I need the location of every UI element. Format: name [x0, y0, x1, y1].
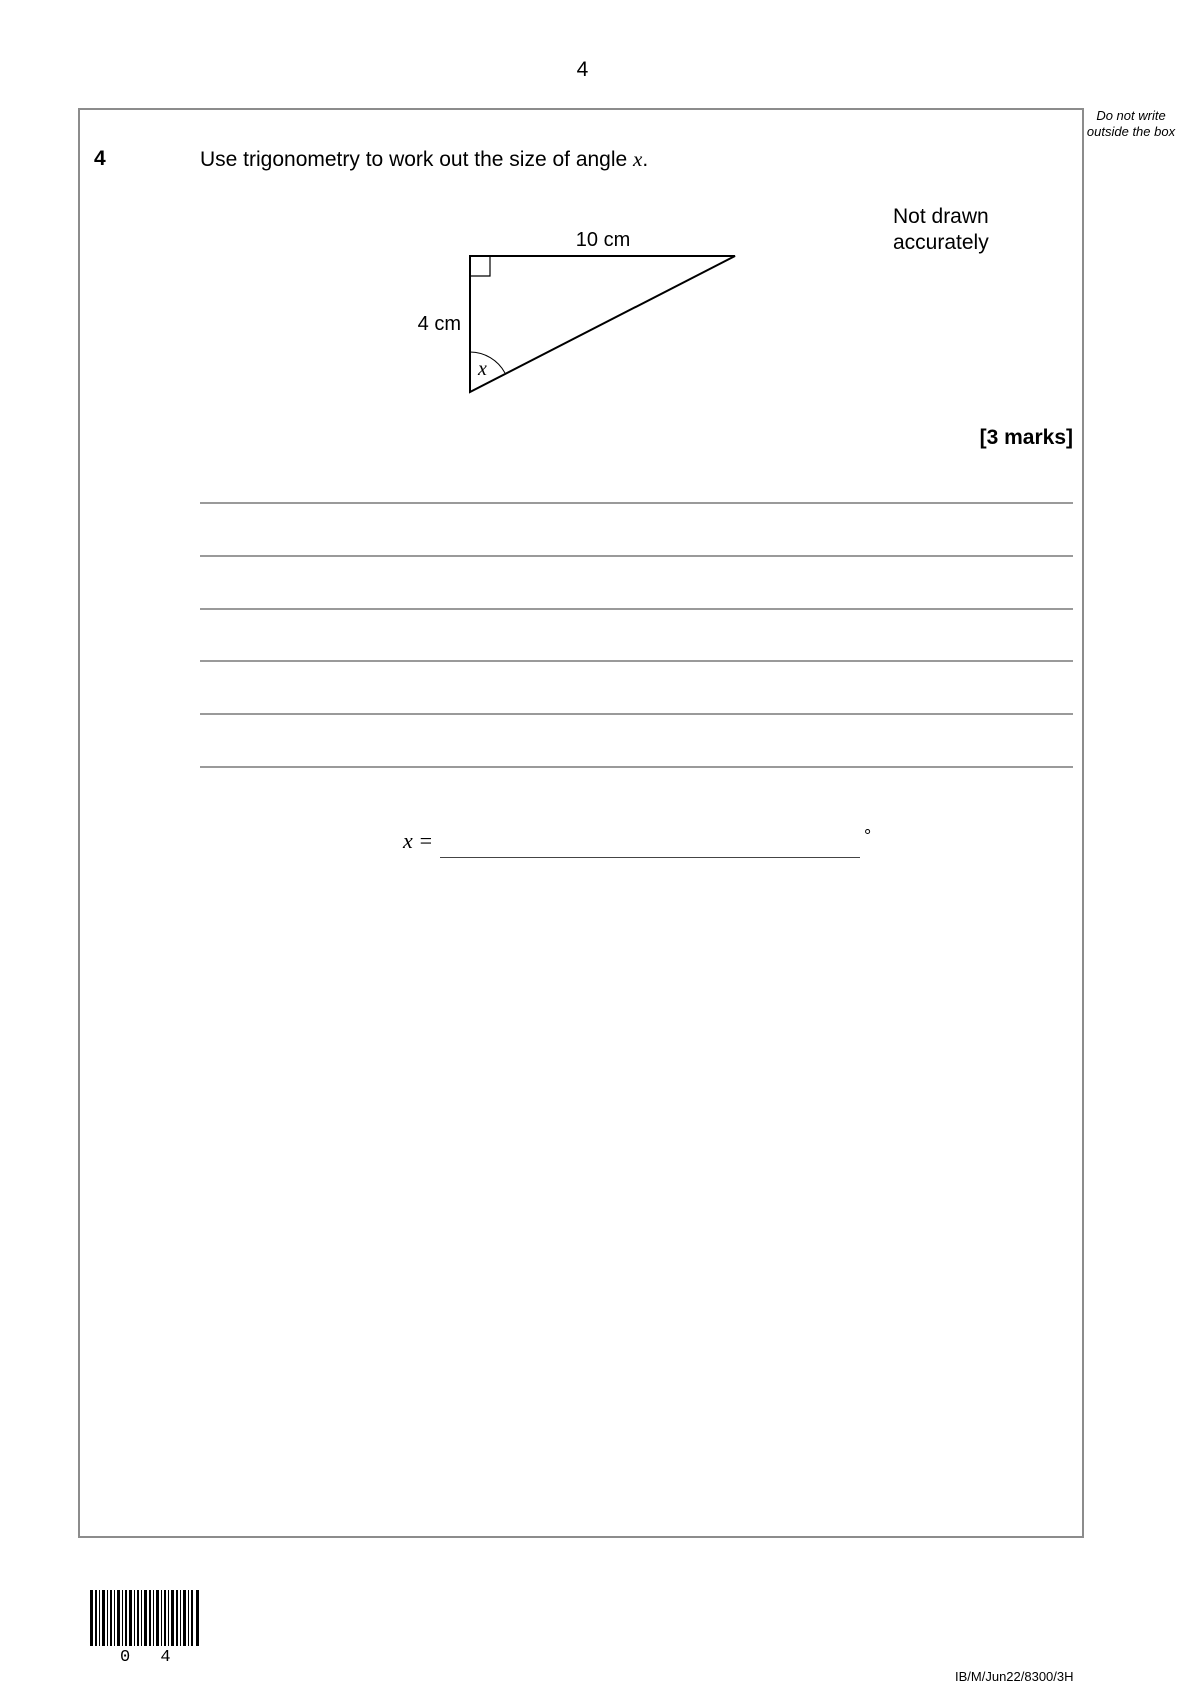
- note-line-2: accurately: [893, 231, 989, 254]
- question-text-end: .: [642, 148, 649, 171]
- question-text-start: Use trigonometry to work out the size of angle: [200, 148, 634, 171]
- answer-box-frame: [78, 108, 1084, 1538]
- footer-code: IB/M/Jun22/8300/3H: [955, 1669, 1074, 1684]
- marks-label: [3 marks]: [979, 426, 1073, 449]
- working-line[interactable]: [200, 660, 1073, 662]
- page-number: 4: [576, 58, 589, 81]
- note-line-1: Not drawn: [893, 205, 989, 228]
- barcode-digits: 0 4: [120, 1648, 181, 1667]
- working-line[interactable]: [200, 608, 1073, 610]
- answer-input-line[interactable]: [440, 857, 860, 858]
- working-line[interactable]: [200, 555, 1073, 557]
- angle-label: x: [478, 358, 487, 380]
- left-side-label: 4 cm: [417, 313, 461, 335]
- not-drawn-accurately-note: [893, 204, 989, 256]
- working-line[interactable]: [200, 766, 1073, 768]
- question-number: 4: [94, 147, 106, 170]
- working-line[interactable]: [200, 713, 1073, 715]
- margin-note: Do not write outside the box: [1086, 108, 1176, 139]
- question-text: [200, 147, 648, 172]
- working-line[interactable]: [200, 502, 1073, 504]
- answer-variable: x =: [403, 828, 434, 853]
- top-side-label: 10 cm: [575, 229, 631, 251]
- question-variable: x: [633, 147, 643, 171]
- answer-label: [403, 828, 433, 854]
- degree-symbol: °: [864, 826, 872, 846]
- barcode: [90, 1590, 200, 1646]
